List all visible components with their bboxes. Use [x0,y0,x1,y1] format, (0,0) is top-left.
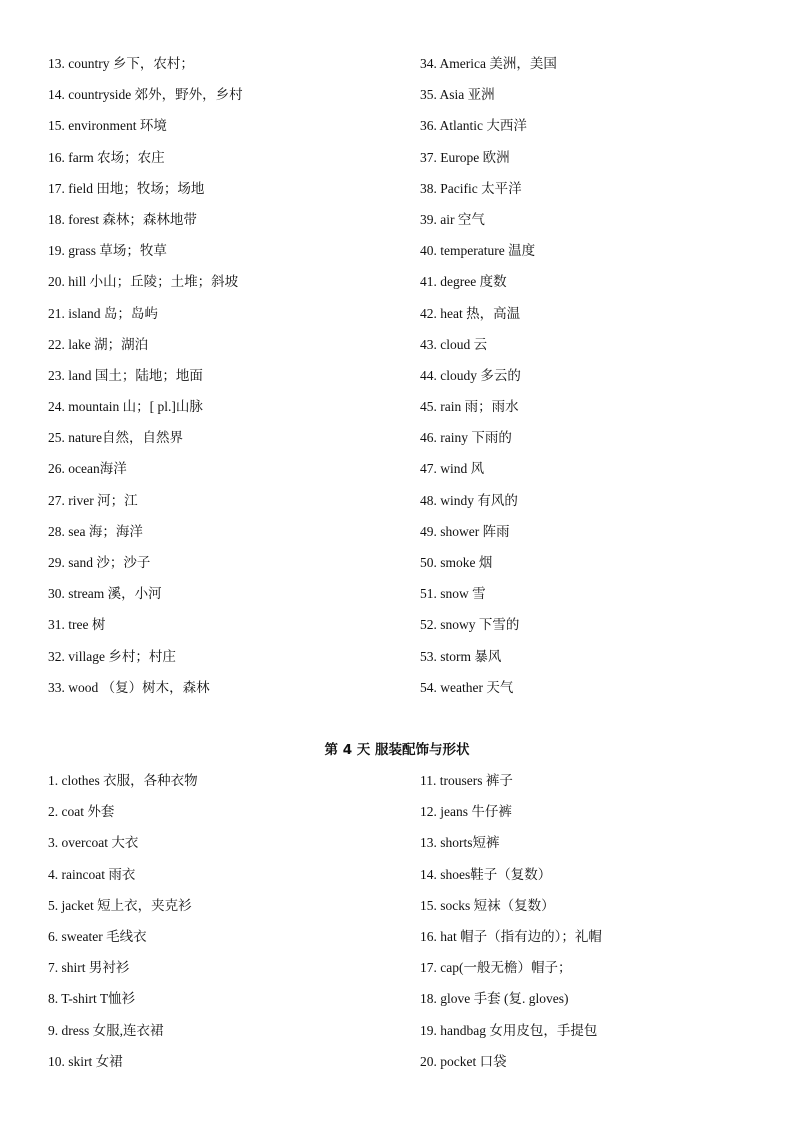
vocab-item: 30. stream 溪，小河 [48,586,162,602]
vocab-item: 38. Pacific 太平洋 [420,180,522,196]
vocab-item: 31. tree 树 [48,617,106,633]
vocab-item: 47. wind 风 [420,461,485,477]
vocab-item: 13. shorts短裤 [420,835,500,851]
vocab-item: 25. nature自然，自然界 [48,430,183,446]
section-heading: 第 4 天 服装配饰与形状 [324,742,470,758]
vocab-item: 12. jeans 牛仔裤 [420,804,512,820]
vocab-item: 14. countryside 郊外，野外，乡村 [48,87,243,103]
vocab-item: 15. environment 环境 [48,118,167,134]
vocab-item: 10. skirt 女裙 [48,1053,123,1069]
vocab-item: 40. temperature 温度 [420,243,536,259]
vocab-item: 17. cap(一般无檐）帽子； [420,960,572,976]
vocab-item: 23. land 国土；陆地；地面 [48,367,203,383]
vocab-item: 13. country 乡下，农村； [48,56,194,71]
vocab-item: 7. shirt 男衬衫 [48,960,130,976]
vocab-item: 16. hat 帽子（指有边的）；礼帽 [420,928,602,944]
vocab-item: 9. dress 女服,连衣裙 [48,1022,164,1038]
vocab-item: 54. weather 天气 [420,679,514,695]
vocab-item: 2. coat 外套 [48,804,115,820]
vocab-item: 14. shoes鞋子（复数） [420,866,552,882]
vocab-item: 51. snow 雪 [420,586,486,602]
vocab-item: 19. handbag 女用皮包，手提包 [420,1022,598,1038]
vocab-item: 53. storm 暴风 [420,648,502,664]
vocab-item: 1. clothes 衣服，各种衣物 [48,773,198,788]
vocab-item: 19. grass 草场；牧草 [48,243,167,259]
vocab-item: 27. river 河；江 [48,492,138,508]
vocab-item: 18. forest 森林；森林地带 [48,211,197,227]
vocab-item: 32. village 乡村；村庄 [48,648,176,664]
vocab-list-left [48,53,243,708]
vocab-item: 5. jacket 短上衣，夹克衫 [48,897,192,913]
vocab-item: 26. ocean海洋 [48,461,127,477]
vocab-item: 18. glove 手套 (复. gloves) [420,991,569,1007]
vocab-item: 52. snowy 下雪的 [420,617,520,633]
vocab-item: 46. rainy 下雨的 [420,430,512,446]
vocab-item: 35. Asia 亚洲 [420,87,495,103]
vocab-item: 44. cloudy 多云的 [420,367,521,383]
vocab-item: 48. windy 有风的 [420,492,518,508]
vocab-item: 29. sand 沙；沙子 [48,555,151,570]
vocab-item: 20. hill 小山；丘陵；土堆；斜坡 [48,274,239,290]
vocab-item: 11. trousers 裤子 [420,773,513,788]
vocab-item: 16. farm 农场；农庄 [48,149,165,165]
vocab-item: 49. shower 阵雨 [420,523,510,539]
vocab-item: 43. cloud 云 [420,336,488,352]
vocab-item: 42. heat 热，高温 [420,305,521,321]
vocab-item: 50. smoke 烟 [420,555,493,570]
vocab-item: 21. island 岛；岛屿 [48,305,158,321]
vocab-item: 34. America 美洲，美国 [420,56,557,71]
vocab-item: 17. field 田地；牧场；场地 [48,180,205,196]
vocab-item: 15. socks 短袜（复数） [420,897,555,913]
vocab-item: 8. T-shirt T恤衫 [48,991,136,1007]
vocab-item: 37. Europe 欧洲 [420,149,510,165]
vocab-item: 4. raincoat 雨衣 [48,866,136,882]
vocab-item: 24. mountain 山；[ pl.]山脉 [48,399,203,415]
vocab-item: 20. pocket 口袋 [420,1053,507,1069]
vocab-list-left [48,770,198,1082]
vocab-list-right [420,770,602,1082]
vocab-item: 36. Atlantic 大西洋 [420,118,527,134]
vocab-item: 28. sea 海；海洋 [48,523,143,539]
vocab-item: 41. degree 度数 [420,274,507,290]
vocab-item: 39. air 空气 [420,211,485,227]
vocab-item: 6. sweater 毛线衣 [48,928,147,944]
vocab-item: 45. rain 雨；雨水 [420,399,519,415]
vocab-item: 3. overcoat 大衣 [48,835,139,851]
vocab-item: 33. wood （复）树木，森林 [48,679,210,695]
vocab-list-right [420,53,557,708]
vocab-item: 22. lake 湖；湖泊 [48,336,149,352]
